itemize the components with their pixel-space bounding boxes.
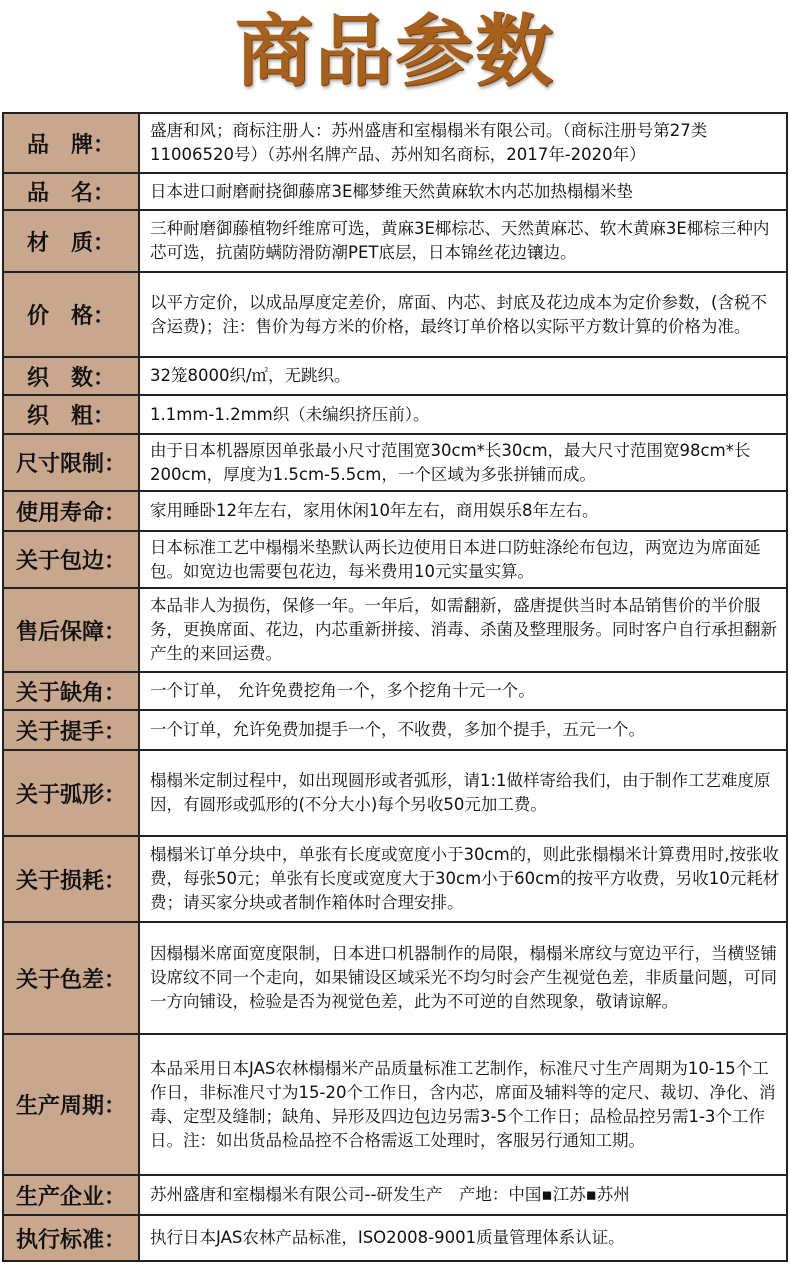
row-value-edging: 日本标准工艺中榻榻米垫默认两长边使用日本进口防蛀涤纶布包边，两宽边为席面延包。如宽边也需要包花边，每米费用10元实量实算。 bbox=[139, 531, 787, 588]
row-value-name: 日本进口耐磨耐挠御藤席3E椰梦维天然黄麻软木内芯加热榻榻米垫 bbox=[139, 173, 787, 210]
row-value-after-sales: 本品非人为损伤，保修一年。一年后，如需翻新，盛唐提供当时本品销售价的半价服务，更换席面、花边，内芯重新拼接、消毒、杀菌及整理服务。同时客户自行承担翻新产生的来回运费。 bbox=[139, 588, 787, 672]
table-row bbox=[3, 1034, 787, 1175]
table-row bbox=[3, 710, 787, 750]
row-value-manufacturer: 苏州盛唐和室榻榻米有限公司--研发生产 产地：中国▪江苏▪苏州 bbox=[139, 1175, 787, 1215]
table-row bbox=[3, 922, 787, 1034]
table-row bbox=[3, 1215, 787, 1261]
row-label-handle: 关于提手： bbox=[3, 710, 139, 750]
row-value-notch: 一个订单， 允许免费挖角一个，多个挖角十元一个。 bbox=[139, 672, 787, 710]
page-title: 商品参数 bbox=[234, 6, 555, 97]
table-row bbox=[3, 272, 787, 357]
row-label-edging: 关于包边： bbox=[3, 531, 139, 588]
row-value-loss: 榻榻米订单分块中，单张有长度或宽度小于30cm的，则此张榻榻米计算费用时,按张收费，每张50元；单张有长度或宽度大于30cm小于60cm的按平方收费，另收10元耗材费；请买家分块或者制作箱体时合理安排。 bbox=[139, 836, 787, 922]
table-row bbox=[3, 210, 787, 272]
row-label-material: 材 质： bbox=[3, 210, 139, 272]
row-label-brand: 品 牌： bbox=[3, 113, 139, 173]
title-banner bbox=[0, 0, 790, 110]
table-row bbox=[3, 357, 787, 395]
spec-table bbox=[2, 112, 788, 1262]
table-row bbox=[3, 113, 787, 173]
row-label-curve: 关于弧形： bbox=[3, 750, 139, 836]
table-row bbox=[3, 1175, 787, 1215]
row-value-handle: 一个订单，允许免费加提手一个，不收费，多加个提手，五元一个。 bbox=[139, 710, 787, 750]
row-label-weave-thickness: 织 粗： bbox=[3, 395, 139, 434]
row-value-curve: 榻榻米定制过程中，如出现圆形或者弧形，请1:1做样寄给我们，由于制作工艺难度原因，有圆形或弧形的(不分大小)每个另收50元加工费。 bbox=[139, 750, 787, 836]
row-label-standard: 执行标准： bbox=[3, 1215, 139, 1261]
table-row bbox=[3, 395, 787, 434]
row-value-weave-count: 32笼8000织/㎡，无跳织。 bbox=[139, 357, 787, 395]
row-label-loss: 关于损耗： bbox=[3, 836, 139, 922]
row-value-weave-thickness: 1.1mm-1.2mm织（未编织挤压前）。 bbox=[139, 395, 787, 434]
table-row bbox=[3, 491, 787, 531]
row-label-manufacturer: 生产企业： bbox=[3, 1175, 139, 1215]
row-label-size-limit: 尺寸限制： bbox=[3, 434, 139, 491]
table-row bbox=[3, 588, 787, 672]
table-row bbox=[3, 672, 787, 710]
row-value-color-diff: 因榻榻米席面宽度限制，日本进口机器制作的局限，榻榻米席纹与宽边平行，当横竖铺设席纹不同一个走向，如果铺设区域采光不均匀时会产生视觉色差，非质量问题，可同一方向铺设，检验是否为视觉色差，此为不可逆的自然现象，敬请谅解。 bbox=[139, 922, 787, 1034]
row-value-price: 以平方定价，以成品厚度定差价，席面、内芯、封底及花边成本为定价参数，(含税不含运费)；注：售价为每方米的价格，最终订单价格以实际平方数计算的价格为准。 bbox=[139, 272, 787, 357]
row-value-size-limit: 由于日本机器原因单张最小尺寸范围宽30cm*长30cm，最大尺寸范围宽98cm*长200cm，厚度为1.5cm-5.5cm，一个区域为多张拼铺而成。 bbox=[139, 434, 787, 491]
table-row bbox=[3, 173, 787, 210]
row-label-weave-count: 织 数： bbox=[3, 357, 139, 395]
row-value-cycle: 本品采用日本JAS农林榻榻米产品质量标准工艺制作，标准尺寸生产周期为10-15个工作日，非标准尺寸为15-20个工作日，含内芯，席面及辅料等的定尺、裁切、净化、消毒、定型及缝制；缺角、异形及四边包边另需3-5个工作日；品检品控另需1-3个工作日。注：如出货品检品控不合格需返工处理时，客服另行通知工期。 bbox=[139, 1034, 787, 1175]
row-label-after-sales: 售后保障： bbox=[3, 588, 139, 672]
row-value-material: 三种耐磨御藤植物纤维席可选，黄麻3E椰棕芯、天然黄麻芯、软木黄麻3E椰棕三种内芯可选，抗菌防螨防滑防潮PET底层，日本锦丝花边镶边。 bbox=[139, 210, 787, 272]
row-label-name: 品 名： bbox=[3, 173, 139, 210]
row-value-brand: 盛唐和风；商标注册人：苏州盛唐和室榻榻米有限公司。（商标注册号第27类11006520号）（苏州名牌产品、苏州知名商标，2017年-2020年） bbox=[139, 113, 787, 173]
table-row bbox=[3, 531, 787, 588]
row-value-standard: 执行日本JAS农林产品标准，ISO2008-9001质量管理体系认证。 bbox=[139, 1215, 787, 1261]
row-label-notch: 关于缺角： bbox=[3, 672, 139, 710]
table-row bbox=[3, 434, 787, 491]
row-value-lifespan: 家用睡卧12年左右，家用休闲10年左右，商用娱乐8年左右。 bbox=[139, 491, 787, 531]
row-label-lifespan: 使用寿命： bbox=[3, 491, 139, 531]
row-label-color-diff: 关于色差： bbox=[3, 922, 139, 1034]
table-row bbox=[3, 836, 787, 922]
row-label-price: 价 格： bbox=[3, 272, 139, 357]
table-row bbox=[3, 750, 787, 836]
row-label-cycle: 生产周期： bbox=[3, 1034, 139, 1175]
